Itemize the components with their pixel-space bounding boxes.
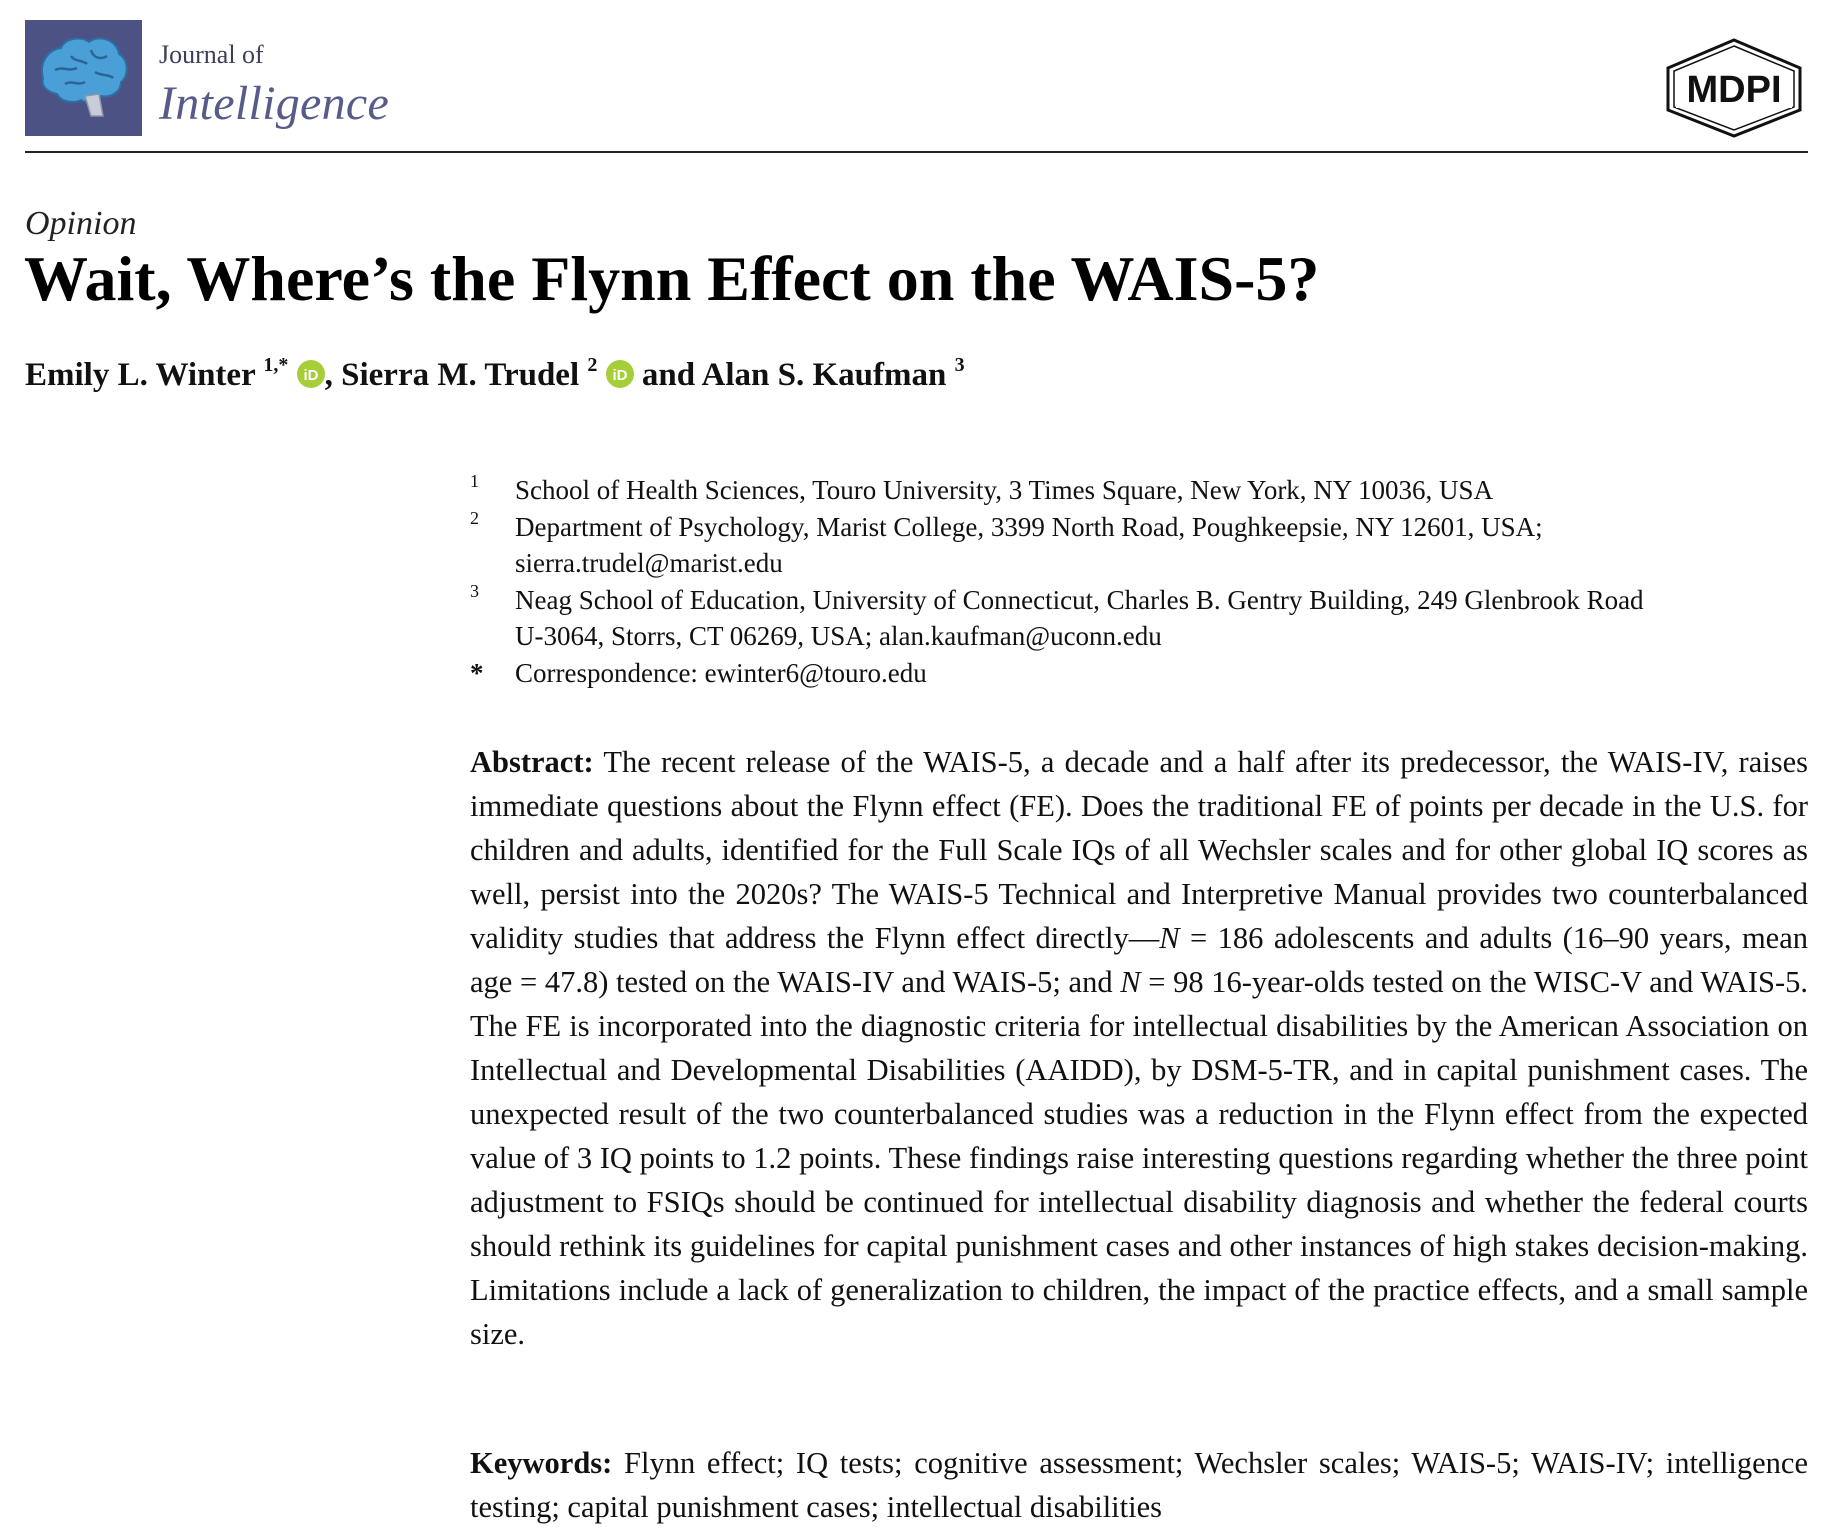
mdpi-logo-icon xyxy=(1660,38,1808,138)
affiliation-text: Neag School of Education, University of Connecticut, Charles B. Gentry Building, 249 Glenbrook Road xyxy=(515,584,1644,615)
author-affiliation-mark: 2 xyxy=(587,354,598,376)
abstract-text: The recent release of the WAIS-5, a decade and a half after its predecessor, the WAIS-IV, raises immediate questions about the Flynn effect (FE). Does the traditional FE of points per decade in the U.S. for children and adults, identified for the Full Scale IQs of all Wechsler scales and for other global IQ scores as well, persist into the 2020s? The WAIS-5 Technical and Interpretive Manual provides two counterbalanced validity studies that address the Flynn effect directly— xyxy=(470,745,1808,955)
author-separator: , xyxy=(324,357,342,393)
journal-prefix: Journal of xyxy=(159,40,264,69)
orcid-icon[interactable] xyxy=(606,360,634,388)
correspondence-mark: * xyxy=(470,657,484,688)
sample-size-symbol: N xyxy=(1120,965,1141,999)
sample-size-symbol: N xyxy=(1159,921,1180,955)
affiliation-email[interactable]: sierra.trudel@marist.edu xyxy=(515,548,783,578)
author-list xyxy=(25,356,965,394)
article-title: Wait, Where’s the Flynn Effect on the WAIS-5? xyxy=(24,243,1320,314)
correspondence-item xyxy=(470,655,1810,692)
affiliation-item xyxy=(470,509,1810,582)
orcid-icon[interactable] xyxy=(297,360,325,388)
affiliation-item xyxy=(470,582,1810,655)
affiliation-number: 3 xyxy=(470,580,479,601)
abstract xyxy=(470,740,1808,1356)
abstract-label: Abstract: xyxy=(470,745,594,779)
affiliation-number: 2 xyxy=(470,507,479,528)
svg-text:iD: iD xyxy=(303,367,319,384)
publisher-name: MDPI xyxy=(1686,69,1782,111)
header-divider xyxy=(25,151,1808,153)
keywords-text: Flynn effect; IQ tests; cognitive assessment; Wechsler scales; WAIS-5; WAIS-IV; intelligence testing; capital punishment cases; intellectual disabilities xyxy=(470,1446,1809,1524)
affiliation-text: School of Health Sciences, Touro University, 3 Times Square, New York, NY 10036, USA xyxy=(515,475,1494,505)
abstract-text: = 186 adolescents and adults (16–90 years, mean age = 47.8) tested on the WAIS-IV and WAIS-5; and xyxy=(470,921,1808,999)
keywords xyxy=(470,1441,1808,1529)
affiliation-text: Department of Psychology, Marist College, 3399 North Road, Poughkeepsie, NY 12601, USA; xyxy=(515,511,1543,542)
brain-logo-icon xyxy=(25,20,142,136)
author-name[interactable]: Emily L. Winter xyxy=(25,357,256,393)
affiliation-item xyxy=(470,472,1810,509)
affiliation-text-continued[interactable]: U-3064, Storrs, CT 06269, USA; alan.kaufman@uconn.edu xyxy=(515,621,1162,651)
journal-header xyxy=(25,20,1808,152)
affiliation-list xyxy=(470,472,1810,691)
keywords-label: Keywords: xyxy=(470,1446,613,1480)
affiliation-number: 1 xyxy=(470,471,479,491)
svg-text:iD: iD xyxy=(612,367,628,384)
journal-name: Intelligence xyxy=(159,77,390,130)
author-name[interactable]: Alan S. Kaufman xyxy=(701,357,947,393)
author-affiliation-mark: 3 xyxy=(954,354,965,376)
author-name[interactable]: Sierra M. Trudel xyxy=(341,357,580,393)
correspondence-text[interactable]: Correspondence: ewinter6@touro.edu xyxy=(515,657,927,688)
author-separator: and xyxy=(633,357,702,393)
abstract-text: = 98 16-year-olds tested on the WISC-V and WAIS-5. The FE is incorporated into the diagnostic criteria for intellectual disabilities by the American Association on Intellectual and Developmental Disabilities (AAIDD), by DSM-5-TR, and in capital punishment cases. The unexpected result of the two counterbalanced studies was a reduction in the Flynn effect from the expected value of 3 IQ points to 1.2 points. These findings raise interesting questions regarding whether the three point adjustment to FSIQs should be continued for intellectual disability diagnosis and whether the federal courts should rethink its guidelines for capital punishment cases and other instances of high stakes decision-making. Limitations include a lack of generalization to children, the impact of the practice effects, and a small sample size. xyxy=(470,965,1808,1351)
author-affiliation-mark: 1,* xyxy=(263,354,289,376)
article-type: Opinion xyxy=(25,205,137,242)
